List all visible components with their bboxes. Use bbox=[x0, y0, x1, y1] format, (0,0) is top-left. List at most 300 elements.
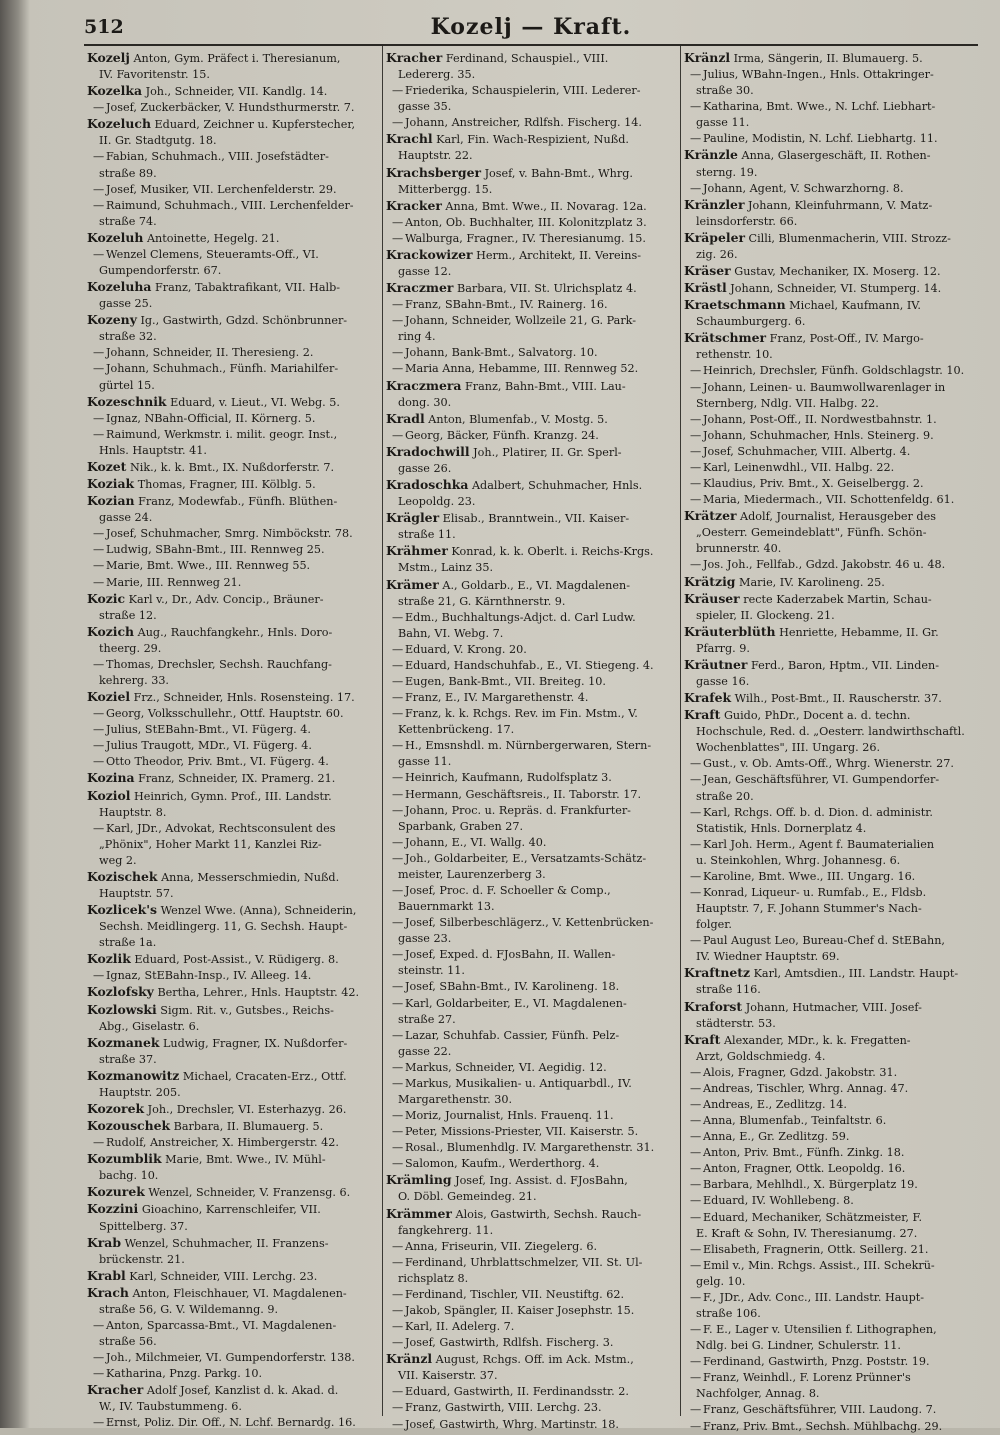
entry-continuation bbox=[684, 821, 975, 837]
directory-entry bbox=[386, 577, 677, 594]
entry-text: Hnls. Hauptstr. 41. bbox=[99, 443, 207, 457]
entry-continuation bbox=[386, 494, 677, 510]
entry-surname: Kozlowski bbox=[87, 1001, 157, 1017]
entry-text: Josef, Zuckerbäcker, V. Hundsthurmerstr. 7. bbox=[106, 101, 355, 115]
directory-subentry bbox=[87, 821, 379, 837]
entry-text: Aug., Rauchfangkehr., Hnls. Doro- bbox=[137, 625, 333, 639]
directory-subentry bbox=[684, 428, 975, 444]
ditto-dash: — bbox=[689, 132, 702, 146]
entry-text: Nik., k. k. Bmt., IX. Nußdorferstr. 7. bbox=[129, 460, 335, 474]
entry-surname: Krästl bbox=[683, 280, 727, 296]
entry-continuation bbox=[87, 133, 379, 149]
directory-entry bbox=[87, 493, 379, 510]
entry-continuation bbox=[87, 919, 379, 935]
entry-text: Gumpendorferstr. 67. bbox=[99, 264, 222, 278]
entry-text: Franz, Schneider, IX. Pramerg. 21. bbox=[138, 772, 336, 786]
entry-surname: Kozlik bbox=[87, 951, 131, 967]
entry-surname: Krätzer bbox=[683, 508, 737, 524]
directory-subentry bbox=[684, 885, 975, 901]
ditto-dash: — bbox=[689, 1098, 702, 1111]
entry-surname: Kozelka bbox=[87, 83, 143, 99]
directory-entry bbox=[684, 657, 975, 674]
ditto-dash: — bbox=[391, 346, 404, 360]
directory-subentry bbox=[386, 787, 677, 803]
entry-text: II. Gr. Stadtgutg. 18. bbox=[99, 134, 217, 148]
entry-text: Georg, Volksschullehr., Ottf. Hauptstr. 60. bbox=[106, 707, 344, 721]
entry-text: Franz, Priv. Bmt., Sechsh. Mühlbachg. 29. bbox=[702, 1419, 943, 1433]
entry-text: Karl, Goldarbeiter, E., VI. Magdalenen- bbox=[404, 996, 627, 1010]
entry-continuation bbox=[87, 378, 379, 394]
entry-continuation bbox=[87, 1168, 379, 1184]
ditto-dash: — bbox=[93, 362, 105, 376]
entry-text: Hauptstr. 205. bbox=[99, 1085, 181, 1099]
entry-text: „Oesterr. Gemeindeblatt", Fünfh. Schön- bbox=[695, 526, 927, 540]
entry-text: straße 56. bbox=[99, 1335, 157, 1349]
entry-text: Franz, Post-Off., IV. Margo- bbox=[769, 332, 924, 346]
entry-text: Raimund, Werkmstr. i. milit. geogr. Inst., bbox=[106, 427, 338, 441]
entry-text: Hochschule, Red. d. „Oesterr. landwirthschaftl. bbox=[695, 725, 965, 739]
ditto-dash: — bbox=[391, 314, 404, 328]
directory-entry bbox=[87, 984, 379, 1001]
entry-text: Georg, Bäcker, Fünfh. Kranzg. 24. bbox=[404, 428, 599, 442]
entry-text: Wenzel, Schneider, V. Franzensg. 6. bbox=[148, 1186, 351, 1200]
entry-text: richsplatz 8. bbox=[397, 1271, 469, 1285]
entry-surname: Krabl bbox=[87, 1267, 126, 1283]
entry-text: Karl, II. Adelerg. 7. bbox=[404, 1320, 515, 1334]
directory-subentry bbox=[386, 1319, 677, 1335]
entry-text: Franz, E., IV. Margarethenstr. 4. bbox=[404, 691, 589, 705]
ditto-dash: — bbox=[391, 996, 404, 1010]
entry-continuation bbox=[87, 329, 379, 345]
ditto-dash: — bbox=[689, 885, 702, 899]
ditto-dash: — bbox=[391, 362, 404, 376]
directory-subentry bbox=[684, 756, 975, 772]
entry-text: Anton, Blumenfab., V. Mostg. 5. bbox=[428, 412, 608, 426]
entry-continuation bbox=[684, 314, 975, 330]
entry-text: Spittelberg. 37. bbox=[99, 1219, 188, 1233]
ditto-dash: — bbox=[391, 1125, 404, 1139]
entry-text: Joh., Drechsler, VI. Esterhazyg. 26. bbox=[147, 1103, 347, 1116]
entry-text: Karl, JDr., Advokat, Rechtsconsulent des bbox=[106, 821, 336, 835]
entry-text: straße 74. bbox=[99, 214, 157, 228]
entry-text: Johann, Anstreicher, Rdlfsh. Fischerg. 14. bbox=[404, 116, 642, 130]
ditto-dash: — bbox=[93, 1351, 105, 1365]
directory-subentry bbox=[87, 558, 379, 574]
directory-subentry bbox=[386, 851, 677, 867]
entry-continuation bbox=[386, 182, 677, 198]
entry-text: Maria Anna, Hebamme, III. Rennweg 52. bbox=[404, 362, 639, 376]
entry-text: Katharina, Bmt. Wwe., N. Lchf. Liebhart- bbox=[702, 100, 936, 114]
ditto-dash: — bbox=[391, 803, 404, 817]
entry-surname: Kozelj bbox=[87, 50, 130, 65]
entry-text: Karl, Fin. Wach-Respizient, Nußd. bbox=[436, 133, 629, 147]
entry-text: gürtel 15. bbox=[99, 378, 155, 392]
entry-continuation bbox=[87, 673, 379, 689]
ditto-dash: — bbox=[689, 1178, 702, 1192]
directory-entry bbox=[87, 1285, 379, 1302]
directory-subentry bbox=[386, 738, 677, 754]
entry-continuation bbox=[684, 901, 975, 917]
directory-entry bbox=[386, 510, 677, 527]
entry-text: Wenzel Wwe. (Anna), Schneiderin, bbox=[160, 904, 357, 918]
entry-text: Anton, Priv. Bmt., Fünfh. Zinkg. 18. bbox=[702, 1146, 905, 1160]
entry-text: Moriz, Journalist, Hnls. Frauenq. 11. bbox=[404, 1109, 614, 1123]
directory-entry bbox=[684, 230, 975, 247]
column-1 bbox=[84, 46, 382, 1430]
entry-continuation bbox=[684, 396, 975, 412]
entry-surname: Kräutner bbox=[683, 656, 748, 672]
entry-surname: Kräser bbox=[683, 263, 731, 279]
directory-entry bbox=[87, 312, 379, 329]
ditto-dash: — bbox=[93, 707, 105, 721]
entry-surname: Kozischek bbox=[87, 868, 158, 884]
entry-text: Joh., Schneider, VII. Kandlg. 14. bbox=[145, 85, 328, 99]
page-number: 512 bbox=[84, 16, 124, 38]
ditto-dash: — bbox=[689, 837, 702, 851]
directory-subentry bbox=[386, 1140, 677, 1156]
ditto-dash: — bbox=[391, 1109, 404, 1123]
entry-text: Alexander, MDr., k. k. Fregatten- bbox=[723, 1033, 911, 1047]
entry-text: Barbara, VII. St. Ulrichsplatz 4. bbox=[456, 282, 637, 296]
directory-subentry bbox=[386, 706, 677, 722]
ditto-dash: — bbox=[391, 739, 404, 753]
entry-text: Katharina, Pnzg. Parkg. 10. bbox=[106, 1367, 263, 1381]
entry-continuation bbox=[684, 1226, 975, 1242]
entry-text: Anton, Ob. Buchhalter, III. Kolonitzplatz 3. bbox=[404, 215, 647, 229]
entry-text: gasse 22. bbox=[397, 1044, 452, 1058]
entry-text: meister, Laurenzerberg 3. bbox=[397, 867, 546, 881]
entry-continuation bbox=[386, 867, 677, 883]
entry-continuation bbox=[386, 1271, 677, 1287]
entry-surname: Kozian bbox=[87, 493, 135, 509]
entry-surname: Krämmer bbox=[385, 1205, 452, 1221]
entry-surname: Kradoschka bbox=[385, 477, 469, 493]
entry-text: Sparbank, Graben 27. bbox=[397, 819, 524, 833]
entry-surname: Kräuser bbox=[683, 590, 740, 606]
entry-text: Barbara, II. Blumauerg. 5. bbox=[173, 1120, 324, 1134]
ditto-dash: — bbox=[93, 723, 105, 737]
entry-continuation bbox=[386, 931, 677, 947]
entry-text: Marie, IV. Karolineng. 25. bbox=[739, 575, 885, 589]
ditto-dash: — bbox=[689, 68, 702, 82]
directory-entry bbox=[87, 1184, 379, 1201]
directory-entry bbox=[87, 869, 379, 886]
entry-surname: Kozeluha bbox=[87, 279, 152, 295]
entry-continuation bbox=[87, 1052, 379, 1068]
directory-subentry bbox=[684, 1210, 975, 1226]
entry-text: Johann, Leinen- u. Baumwollwarenlager in bbox=[702, 380, 946, 394]
entry-text: Konrad, k. k. Oberlt. i. Reichs-Krgs. bbox=[451, 545, 654, 559]
ditto-dash: — bbox=[93, 559, 105, 573]
entry-text: straße 37. bbox=[99, 1052, 157, 1066]
entry-text: Ferdinand, Tischler, VII. Neustiftg. 62. bbox=[404, 1287, 625, 1301]
entry-text: Ignaz, StEBahn-Insp., IV. Alleeg. 14. bbox=[106, 969, 312, 983]
entry-text: Leopoldg. 23. bbox=[397, 495, 476, 509]
entry-text: gelg. 10. bbox=[695, 1274, 746, 1288]
entry-surname: Kraforst bbox=[683, 998, 743, 1014]
entry-text: straße 1a. bbox=[99, 936, 157, 950]
entry-surname: Krackowizer bbox=[385, 246, 473, 262]
entry-text: kehrerg. 33. bbox=[99, 673, 169, 687]
entry-surname: Kozumblik bbox=[87, 1151, 162, 1167]
ditto-dash: — bbox=[689, 444, 702, 458]
entry-text: Arzt, Goldschmiedg. 4. bbox=[695, 1049, 826, 1063]
ditto-dash: — bbox=[391, 787, 404, 801]
directory-entry bbox=[386, 247, 677, 264]
entry-continuation bbox=[87, 296, 379, 312]
entry-continuation bbox=[87, 1085, 379, 1101]
directory-subentry bbox=[684, 1081, 975, 1097]
directory-subentry bbox=[87, 361, 379, 377]
entry-surname: Kränzler bbox=[683, 196, 745, 212]
ditto-dash: — bbox=[391, 707, 404, 721]
entry-text: brunnerstr. 40. bbox=[695, 542, 782, 556]
ditto-dash: — bbox=[93, 1319, 105, 1333]
entry-continuation bbox=[386, 461, 677, 477]
entry-text: Adolf, Journalist, Herausgeber des bbox=[740, 510, 936, 524]
ditto-dash: — bbox=[689, 1114, 702, 1128]
entry-continuation bbox=[684, 1274, 975, 1290]
entry-text: Joh., Platirer, II. Gr. Sperl- bbox=[473, 445, 622, 459]
entry-text: Johann, Schuhmacher, Hnls. Steinerg. 9. bbox=[702, 428, 934, 442]
directory-subentry bbox=[684, 1354, 975, 1370]
entry-continuation bbox=[87, 641, 379, 657]
entry-surname: Kozlicek's bbox=[87, 902, 157, 918]
directory-subentry bbox=[684, 805, 975, 821]
entry-continuation bbox=[684, 165, 975, 181]
directory-entry bbox=[87, 1268, 379, 1285]
ditto-dash: — bbox=[391, 1076, 404, 1090]
entry-text: Statistik, Hnls. Dornerplatz 4. bbox=[695, 821, 867, 835]
entry-text: Josef, Gastwirth, Whrg. Martinstr. 18. bbox=[404, 1417, 619, 1431]
entry-text: dong. 30. bbox=[397, 395, 452, 409]
ditto-dash: — bbox=[93, 543, 105, 557]
entry-text: Eduard, Post-Assist., V. Rüdigerg. 8. bbox=[134, 953, 339, 967]
entry-text: Josef, SBahn-Bmt., IV. Karolineng. 18. bbox=[404, 980, 620, 994]
directory-subentry bbox=[684, 1113, 975, 1129]
directory-subentry bbox=[87, 149, 379, 165]
entry-text: Michael, Cracaten-Erz., Ottf. bbox=[182, 1069, 347, 1083]
entry-text: Rudolf, Anstreicher, X. Himbergerstr. 42. bbox=[106, 1136, 339, 1150]
entry-surname: Kozeluh bbox=[87, 229, 144, 245]
ditto-dash: — bbox=[391, 658, 404, 672]
directory-entry bbox=[386, 165, 677, 182]
entry-continuation bbox=[87, 886, 379, 902]
directory-entry bbox=[87, 902, 379, 919]
entry-text: theerg. 29. bbox=[99, 641, 162, 655]
entry-text: Eduard, IV. Wohllebeng. 8. bbox=[702, 1194, 854, 1208]
entry-text: Josef, Schuhmacher, VIII. Albertg. 4. bbox=[702, 444, 911, 458]
directory-entry bbox=[386, 444, 677, 461]
entry-text: Cilli, Blumenmacherin, VIII. Strozz- bbox=[748, 231, 951, 245]
entry-continuation bbox=[684, 214, 975, 230]
entry-text: Thomas, Fragner, III. Kölblg. 5. bbox=[137, 478, 316, 492]
directory-subentry bbox=[87, 722, 379, 738]
ditto-dash: — bbox=[689, 1081, 702, 1095]
ditto-dash: — bbox=[689, 757, 702, 771]
directory-subentry bbox=[87, 1135, 379, 1151]
entry-text: Karl, Schneider, VIII. Lerchg. 23. bbox=[129, 1269, 318, 1283]
ditto-dash: — bbox=[93, 755, 105, 769]
entry-surname: Krafek bbox=[683, 690, 732, 706]
entry-continuation bbox=[87, 214, 379, 230]
entry-surname: Kränzle bbox=[683, 147, 738, 163]
ditto-dash: — bbox=[689, 364, 702, 378]
entry-text: O. Döbl. Gemeindeg. 21. bbox=[397, 1190, 537, 1204]
directory-subentry bbox=[386, 803, 677, 819]
entry-text: straße 11. bbox=[397, 528, 456, 542]
directory-entry bbox=[87, 116, 379, 133]
entry-surname: Kradl bbox=[385, 410, 425, 426]
entry-continuation bbox=[386, 594, 677, 610]
entry-surname: Kraczmera bbox=[385, 377, 462, 393]
entry-text: Julius, WBahn-Ingen., Hnls. Ottakringer- bbox=[702, 68, 934, 82]
entry-text: gasse 11. bbox=[695, 116, 750, 130]
ditto-dash: — bbox=[689, 1146, 702, 1160]
ditto-dash: — bbox=[391, 1417, 404, 1431]
entry-text: Josef, Schuhmacher, Smrg. Nimböckstr. 78. bbox=[106, 527, 353, 541]
ditto-dash: — bbox=[391, 851, 404, 865]
ditto-dash: — bbox=[93, 427, 105, 441]
directory-subentry bbox=[684, 557, 975, 573]
entry-text: August, Rchgs. Off. im Ack. Mstm., bbox=[435, 1353, 634, 1367]
directory-subentry bbox=[386, 996, 677, 1012]
entry-surname: Kracher bbox=[87, 1382, 144, 1398]
entry-text: straße 12. bbox=[99, 608, 157, 622]
directory-entry bbox=[386, 378, 677, 395]
entry-surname: Kozeluch bbox=[87, 116, 151, 132]
entry-text: IV. Favoritenstr. 15. bbox=[99, 68, 210, 82]
directory-subentry bbox=[386, 915, 677, 931]
entry-text: folger. bbox=[695, 918, 732, 932]
directory-subentry bbox=[87, 1415, 379, 1431]
entry-continuation bbox=[87, 853, 379, 869]
entry-surname: Kozorek bbox=[87, 1101, 145, 1116]
entry-text: Anna, Messerschmiedin, Nußd. bbox=[161, 870, 340, 884]
directory-subentry bbox=[684, 933, 975, 949]
ditto-dash: — bbox=[689, 1371, 702, 1385]
ditto-dash: — bbox=[689, 1323, 702, 1337]
directory-subentry bbox=[386, 883, 677, 899]
directory-entry bbox=[684, 574, 975, 591]
directory-entry bbox=[87, 1151, 379, 1168]
entry-continuation bbox=[87, 1019, 379, 1035]
entry-surname: Krachl bbox=[385, 131, 433, 147]
entry-text: Ludwig, Fragner, IX. Nußdorfer- bbox=[162, 1036, 348, 1050]
entry-text: Anna, Friseurin, VII. Ziegelerg. 6. bbox=[404, 1239, 598, 1253]
entry-text: Eduard, Handschuhfab., E., VI. Stiegeng. 4. bbox=[404, 658, 654, 672]
directory-subentry bbox=[684, 869, 975, 885]
entry-text: Mstm., Lainz 35. bbox=[397, 561, 494, 575]
directory-subentry bbox=[386, 1255, 677, 1271]
entry-text: Heinrich, Kaufmann, Rudolfsplatz 3. bbox=[404, 771, 612, 785]
ditto-dash: — bbox=[391, 1401, 404, 1415]
directory-entry bbox=[386, 131, 677, 148]
entry-text: Eduard, Mechaniker, Schätzmeister, F. bbox=[702, 1210, 923, 1224]
directory-subentry bbox=[386, 770, 677, 786]
directory-entry bbox=[87, 1002, 379, 1019]
directory-subentry bbox=[87, 100, 379, 116]
entry-text: Johann, Agent, V. Schwarzhorng. 8. bbox=[702, 181, 904, 195]
entry-text: straße 106. bbox=[695, 1307, 761, 1321]
entry-continuation bbox=[684, 1386, 975, 1402]
entry-surname: Kozzini bbox=[87, 1201, 139, 1217]
directory-subentry bbox=[386, 1303, 677, 1319]
directory-entry bbox=[87, 394, 379, 411]
entry-surname: Krab bbox=[87, 1234, 121, 1250]
entry-text: Nachfolger, Annag. 8. bbox=[695, 1387, 820, 1401]
ditto-dash: — bbox=[689, 773, 702, 787]
entry-text: gasse 12. bbox=[397, 265, 452, 279]
ditto-dash: — bbox=[391, 610, 404, 624]
ditto-dash: — bbox=[93, 1367, 105, 1381]
entry-text: Johann, Proc. u. Repräs. d. Frankfurter- bbox=[404, 803, 631, 817]
ditto-dash: — bbox=[391, 428, 404, 442]
directory-entry bbox=[684, 50, 975, 67]
entry-continuation bbox=[684, 674, 975, 690]
entry-text: Karl, Amtsdien., III. Landstr. Haupt- bbox=[753, 967, 959, 981]
entry-text: Jos. Joh., Fellfab., Gdzd. Jakobstr. 46 u. 48. bbox=[702, 558, 946, 572]
entry-text: Ferdinand, Schauspiel., VIII. bbox=[445, 52, 609, 65]
directory-subentry bbox=[87, 706, 379, 722]
entry-text: Peter, Missions-Priester, VII. Kaiserstr. 5. bbox=[404, 1125, 639, 1139]
entry-text: Johann, Bank-Bmt., Salvatorg. 10. bbox=[404, 346, 598, 360]
directory-entry bbox=[87, 1068, 379, 1085]
entry-text: Josef, Musiker, VII. Lerchenfelderstr. 29. bbox=[106, 182, 337, 196]
directory-subentry bbox=[87, 411, 379, 427]
directory-subentry bbox=[684, 1065, 975, 1081]
entry-continuation bbox=[87, 935, 379, 951]
entry-surname: Kraftnetz bbox=[683, 965, 751, 981]
entry-text: Johann, Schneider, Wollzeile 21, G. Park- bbox=[404, 314, 637, 328]
entry-text: rethenstr. 10. bbox=[695, 348, 773, 362]
directory-subentry bbox=[386, 1156, 677, 1172]
directory-subentry bbox=[386, 215, 677, 231]
entry-surname: Krätzig bbox=[683, 573, 736, 589]
entry-text: Heinrich, Gymn. Prof., III. Landstr. bbox=[134, 789, 332, 803]
entry-text: Ferd., Baron, Hptm., VII. Linden- bbox=[751, 658, 939, 672]
ditto-dash: — bbox=[93, 739, 105, 753]
entry-surname: Kräuterblüth bbox=[683, 623, 776, 639]
entry-text: brückenstr. 21. bbox=[99, 1252, 185, 1266]
ditto-dash: — bbox=[391, 116, 404, 130]
entry-text: Eugen, Bank-Bmt., VII. Breiteg. 10. bbox=[404, 674, 606, 688]
entry-text: gasse 35. bbox=[397, 100, 452, 114]
entry-text: Bertha, Lehrer., Hnls. Hauptstr. 42. bbox=[157, 986, 360, 1000]
directory-subentry bbox=[87, 575, 379, 591]
entry-continuation bbox=[684, 1306, 975, 1322]
directory-subentry bbox=[87, 526, 379, 542]
entry-text: Hauptstr. 7, F. Johann Stummer's Nach- bbox=[695, 902, 922, 916]
entry-text: Julius, StEBahn-Bmt., VI. Fügerg. 4. bbox=[106, 723, 311, 737]
entry-text: bachg. 10. bbox=[99, 1169, 159, 1183]
directory-entry bbox=[87, 689, 379, 706]
entry-text: Anton, Fleischhauer, VI. Magdalenen- bbox=[132, 1286, 347, 1300]
directory-entry bbox=[87, 459, 379, 476]
ditto-dash: — bbox=[689, 412, 702, 426]
ditto-dash: — bbox=[391, 980, 404, 994]
entry-text: Johann, E., VI. Wallg. 40. bbox=[404, 835, 547, 849]
entry-continuation bbox=[684, 83, 975, 99]
entry-text: straße 30. bbox=[695, 84, 754, 98]
entry-text: Julius Traugott, MDr., VI. Fügerg. 4. bbox=[106, 739, 312, 753]
directory-subentry bbox=[386, 642, 677, 658]
entry-text: Edm., Buchhaltungs-Adjct. d. Carl Ludw. bbox=[404, 610, 636, 624]
entry-continuation bbox=[386, 1012, 677, 1028]
entry-surname: Kradochwill bbox=[385, 443, 470, 459]
entry-text: Ernst, Poliz. Dir. Off., N. Lchf. Bernardg. 16. bbox=[106, 1416, 356, 1430]
entry-text: Ignaz, NBahn-Official, II. Körnerg. 5. bbox=[106, 411, 316, 425]
